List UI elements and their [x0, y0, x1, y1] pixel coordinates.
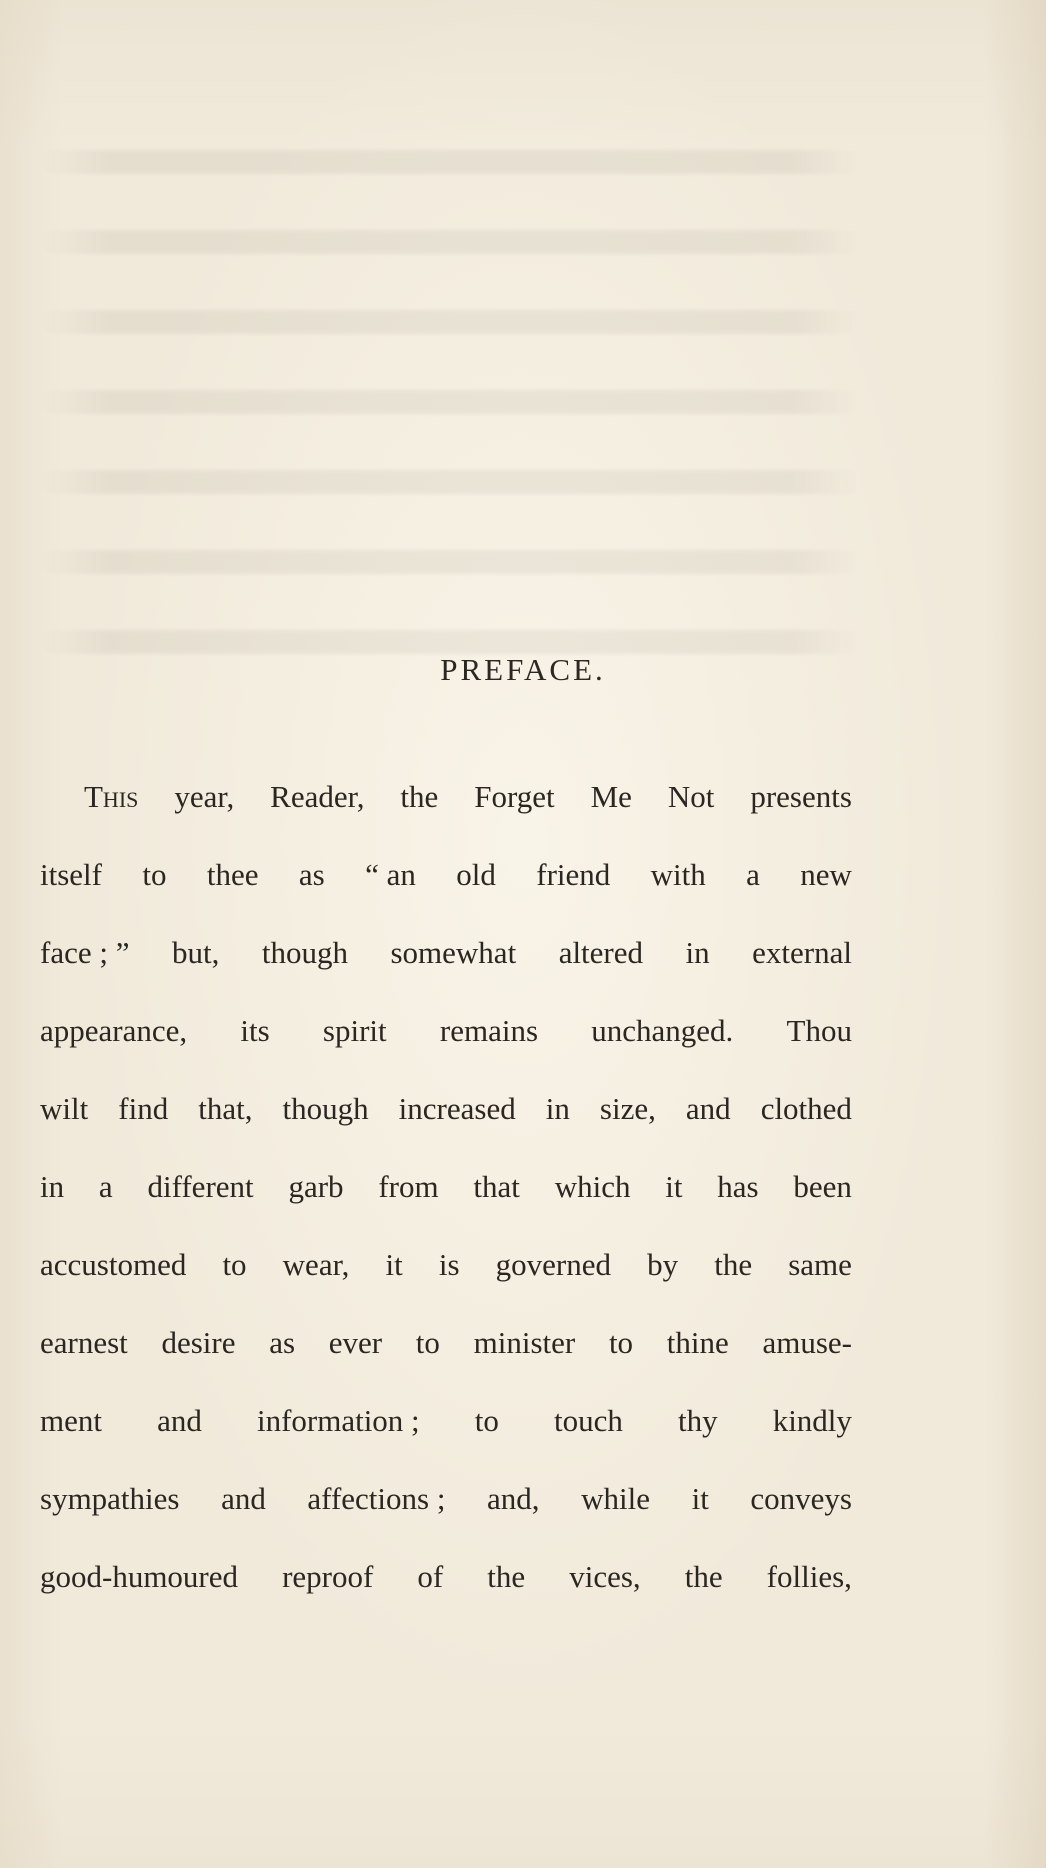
text-word: same [788, 1247, 852, 1282]
text-word: wilt [40, 1091, 89, 1126]
text-word: the [684, 1559, 723, 1594]
text-word: of [417, 1559, 444, 1594]
text-word: spirit [322, 1013, 387, 1048]
text-word: increased [398, 1091, 516, 1126]
text-word: desire [161, 1325, 236, 1360]
text-word: Forget [474, 779, 555, 814]
text-word: a [746, 857, 760, 892]
text-word: its [240, 1013, 270, 1048]
text-word: governed [495, 1247, 612, 1282]
text-word: that, [198, 1091, 253, 1126]
text-word: thine [666, 1325, 729, 1360]
text-word: earnest [40, 1325, 128, 1360]
text-word: though [261, 935, 348, 970]
text-word: as [298, 857, 325, 892]
text-line [40, 1460, 852, 1538]
text-word: to [415, 1325, 440, 1360]
text-word: with [650, 857, 706, 892]
text-word: presents [750, 779, 852, 814]
text-word: to [222, 1247, 247, 1282]
text-word: in [685, 935, 710, 970]
text-word: unchanged. [591, 1013, 734, 1048]
text-word: in [40, 1169, 65, 1204]
text-word: friend [536, 857, 611, 892]
text-word: thee [206, 857, 259, 892]
text-word: by [647, 1247, 679, 1282]
text-word: and, [487, 1481, 540, 1516]
text-word: and [157, 1403, 202, 1438]
text-word: garb [288, 1169, 344, 1204]
text-word: old [456, 857, 496, 892]
text-line [40, 758, 852, 836]
text-word: remains [439, 1013, 539, 1048]
text-word: ever [328, 1325, 383, 1360]
text-word: Not [667, 779, 715, 814]
text-word: “ an [365, 857, 416, 892]
text-word: sympathies [40, 1481, 180, 1516]
text-word: good-humoured [40, 1559, 239, 1594]
text-line [40, 914, 852, 992]
preface-body [40, 758, 852, 1616]
text-word: it [691, 1481, 709, 1516]
text-word: it [385, 1247, 403, 1282]
text-word: Thou [786, 1013, 852, 1048]
text-word: but, [171, 935, 220, 970]
text-word: Reader, [270, 779, 365, 814]
text-word: vices, [569, 1559, 641, 1594]
text-word: and [685, 1091, 731, 1126]
text-word: wear, [282, 1247, 350, 1282]
text-word: different [147, 1169, 254, 1204]
text-word: ment [40, 1403, 102, 1438]
text-word: in [545, 1091, 570, 1126]
text-line [40, 992, 852, 1070]
text-line [40, 1226, 852, 1304]
text-word: from [378, 1169, 439, 1204]
text-word: thy [677, 1403, 718, 1438]
text-line [40, 1148, 852, 1226]
text-line [40, 1304, 852, 1382]
text-line [40, 1070, 852, 1148]
text-word: as [269, 1325, 296, 1360]
text-word: minister [473, 1325, 576, 1360]
text-word: year, [174, 779, 235, 814]
text-word: external [752, 935, 852, 970]
text-word: find [118, 1091, 169, 1126]
text-line [40, 1538, 852, 1616]
text-word: conveys [750, 1481, 852, 1516]
text-word: and [221, 1481, 266, 1516]
text-word: to [474, 1403, 499, 1438]
text-word: the [714, 1247, 753, 1282]
text-word: the [400, 779, 439, 814]
text-word: been [793, 1169, 852, 1204]
text-word: though [282, 1091, 369, 1126]
text-word: affections ; [307, 1481, 446, 1516]
text-word: Me [590, 779, 632, 814]
text-word: that [473, 1169, 520, 1204]
text-word: touch [554, 1403, 623, 1438]
text-word: altered [558, 935, 644, 970]
text-word: appearance, [40, 1013, 188, 1048]
text-word: accustomed [40, 1247, 187, 1282]
text-word: This [84, 779, 139, 814]
text-line [40, 836, 852, 914]
text-word: amuse- [762, 1325, 852, 1360]
text-word: it [665, 1169, 683, 1204]
text-word: kindly [772, 1403, 852, 1438]
text-word: clothed [760, 1091, 852, 1126]
text-word: while [581, 1481, 650, 1516]
text-word: the [487, 1559, 526, 1594]
text-word: follies, [766, 1559, 852, 1594]
text-word: somewhat [390, 935, 517, 970]
text-word: to [608, 1325, 634, 1360]
text-word: has [717, 1169, 759, 1204]
text-word: information ; [256, 1403, 420, 1438]
text-word: is [438, 1247, 460, 1282]
text-line [40, 1382, 852, 1460]
text-word: new [800, 857, 852, 892]
text-word: which [554, 1169, 631, 1204]
page-heading: PREFACE. [440, 652, 606, 687]
text-word: a [98, 1169, 113, 1204]
text-word: face ; ” [40, 935, 130, 970]
text-word: reproof [282, 1559, 374, 1594]
text-word: size, [599, 1091, 656, 1126]
text-word: to [142, 857, 167, 892]
text-word: itself [40, 857, 102, 892]
